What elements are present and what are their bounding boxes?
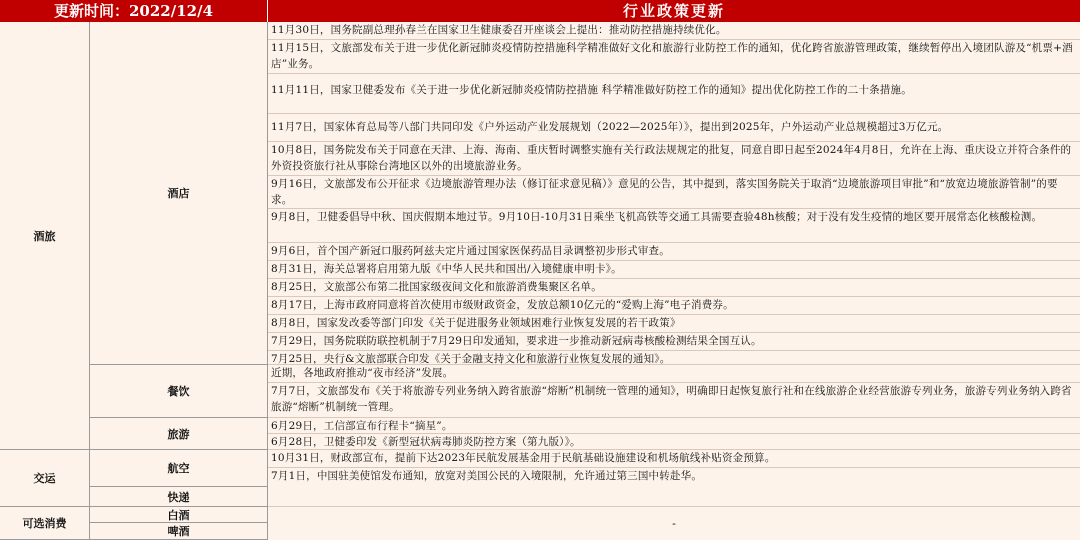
policy-item: 10月8日，国务院发布关于同意在天津、上海、海南、重庆暂时调整实施有关行政法规规定的批复，同意自即日起至2024年4月8日，允许在上海、重庆设立并符合条件的外资投资旅行社从事除台湾地区以外的出境旅游业务。 — [268, 142, 1080, 176]
subsector-hotel: 酒店 — [90, 22, 268, 365]
policy-item: 7月1日，中国驻美使馆发布通知，放宽对美国公民的入境限制，允许通过第三国中转赴华。 — [268, 468, 1080, 507]
policy-item: 10月31日，财政部宣布，提前下达2023年民航发展基金用于民航基础设施建设和机场航线补贴资金预算。 — [268, 450, 1080, 468]
subsector-express: 快递 — [90, 487, 268, 507]
policy-item: 8月8日，国家发改委等部门印发《关于促进服务业领域困难行业恢复发展的若干政策》 — [268, 315, 1080, 333]
policy-item: 8月31日，海关总署将启用第九版《中华人民共和国出/入境健康申明卡》。 — [268, 261, 1080, 279]
policy-item: 7月29日，国务院联防联控机制于7月29日印发通知，要求进一步推动新冠病毒核酸检测结果全国互认。 — [268, 333, 1080, 351]
sector-transport: 交运 — [0, 450, 90, 507]
subsector-tourism: 旅游 — [90, 418, 268, 450]
policy-item: 9月6日，首个国产新冠口服药阿兹夫定片通过国家医保药品目录调整初步形式审查。 — [268, 243, 1080, 261]
update-time-header: 更新时间：2022/12/4 — [0, 0, 268, 22]
policy-item: 8月17日，上海市政府同意将首次使用市级财政资金，发放总额10亿元的“爱购上海”电子消费券。 — [268, 297, 1080, 315]
policy-item: 近期，各地政府推动“夜市经济”发展。 — [268, 365, 1080, 383]
policy-item: 6月28日，卫健委印发《新型冠状病毒肺炎防控方案（第九版）》。 — [268, 434, 1080, 450]
subsector-baijiu: 白酒 — [90, 507, 268, 523]
policy-item: 8月25日，文旅部公布第二批国家级夜间文化和旅游消费集聚区名单。 — [268, 279, 1080, 297]
policy-item: 7月25日，央行&文旅部联合印发《关于金融支持文化和旅游行业恢复发展的通知》。 — [268, 351, 1080, 365]
policy-item: 11月11日，国家卫健委发布《关于进一步优化新冠肺炎疫情防控措施 科学精准做好防控工作的通知》提出优化防控工作的二十条措施。 — [268, 74, 1080, 114]
policy-item: 11月15日，文旅部发布关于进一步优化新冠肺炎疫情防控措施科学精准做好文化和旅游行业防控工作的通知，优化跨省旅游管理政策，继续暂停出入境团队游及“机票+酒店”业务。 — [268, 40, 1080, 74]
policy-item: 11月7日，国家体育总局等八部门共同印发《户外运动产业发展规划（2022—2025年）》，提出到2025年，户外运动产业总规模超过3万亿元。 — [268, 114, 1080, 142]
policy-item: 6月29日，工信部宣布行程卡“摘星”。 — [268, 418, 1080, 434]
sector-consumer: 可选消费 — [0, 507, 90, 540]
consumer-placeholder: - — [672, 517, 676, 530]
policy-item: 9月8日，卫健委倡导中秋、国庆假期本地过节。9月10日-10月31日乘坐飞机高铁等交通工具需要查验48h核酸；对于没有发生疫情的地区要开展常态化核酸检测。 — [268, 209, 1080, 243]
policy-update-title: 行业政策更新 — [268, 0, 1080, 22]
policy-item: 7月7日，文旅部发布《关于将旅游专列业务纳入跨省旅游“熔断”机制统一管理的通知》，明确即日起恢复旅行社和在线旅游企业经营旅游专列业务，旅游专列业务纳入跨省旅游“熔断”机制统一管理。 — [268, 383, 1080, 418]
subsector-beer: 啤酒 — [90, 523, 268, 540]
policy-item: 11月30日，国务院副总理孙春兰在国家卫生健康委召开座谈会上提出：推动防控措施持续优化。 — [268, 22, 1080, 40]
policy-item: 9月16日，文旅部发布公开征求《边境旅游管理办法（修订征求意见稿）》意见的公告，其中提到，落实国务院关于取消“边境旅游项目审批”和“放宽边境旅游管制”的要求。 — [268, 176, 1080, 209]
subsector-aviation: 航空 — [90, 450, 268, 487]
subsector-catering: 餐饮 — [90, 365, 268, 418]
sector-travel: 酒旅 — [0, 22, 90, 450]
